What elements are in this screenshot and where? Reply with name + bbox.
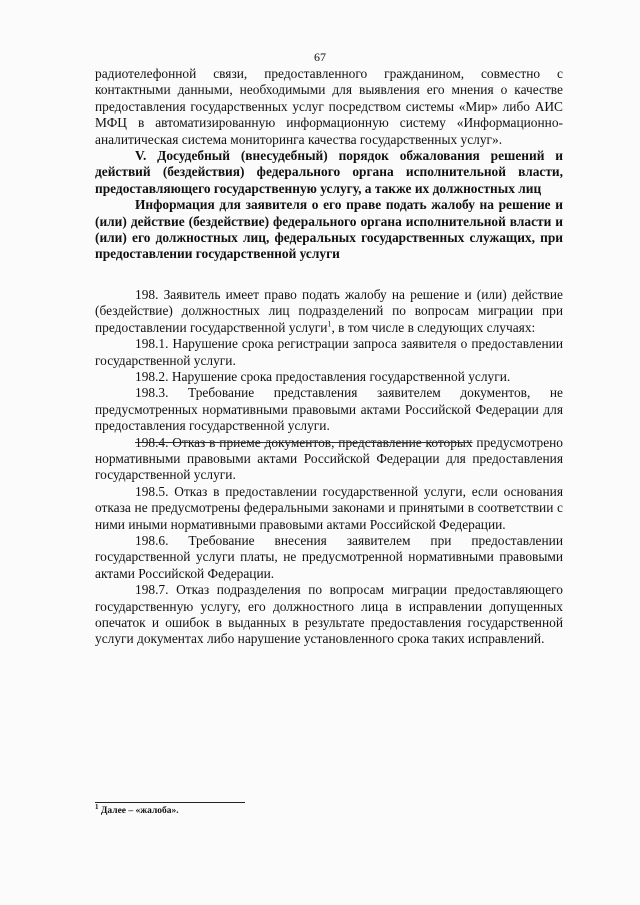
struck-text: 198.4. Отказ в приеме документов, представление которых — [135, 434, 473, 450]
paragraph-198-7: 198.7. Отказ подразделения по вопросам миграции предоставляющего государственную услугу, его должностного лица в исправлении допущенных опечаток и ошибок в выданных в результате предоставления государственной услуги документах либо нарушение установленного срока таких исправлений. — [95, 582, 563, 647]
paragraph-198-3: 198.3. Требование представления заявителем документов, не предусмотренных нормативными правовыми актами Российской Федерации для предоставления государственной услуги. — [95, 385, 563, 434]
footnote-text: Далее – «жалоба». — [98, 806, 179, 816]
paragraph-198-5: 198.5. Отказ в предоставлении государственной услуги, если основания отказа не предусмотрены федеральными законами и принятыми в соответствии с ними иными нормативными правовыми актами Российской Федерации. — [95, 483, 563, 532]
footnote — [95, 802, 179, 816]
intro-paragraph: радиотелефонной связи, предоставленного гражданином, совместно с контактными данными, необходимыми для выявления его мнения о качестве предоставления государственных услуг посредством системы «Мир» либо АИС МФЦ в автоматизированную информационную систему «Информационно-аналитическая система мониторинга качества государственных услуг». — [95, 66, 563, 147]
page-number: 67 — [314, 50, 326, 64]
subsection-title: Информация для заявителя о его праве подать жалобу на решение и (или) действие (бездействие) федерального органа исполнительной власти и (или) его должностных лиц, федеральных государственных служащих, при предоставлении государственной услуги — [95, 197, 563, 262]
page-content — [95, 66, 563, 648]
footnote-divider — [95, 802, 245, 803]
paragraph-198-1: 198.1. Нарушение срока регистрации запроса заявителя о предоставлении государственной услуги. — [95, 336, 563, 368]
footnote-reference: 1 — [327, 319, 332, 329]
spacer — [95, 263, 563, 287]
footnote-mark: 1 — [95, 802, 99, 811]
paragraph-198-4-rest: предусмотрено нормативными правовыми актами Российской Федерации для предоставления государственной услуги. — [95, 434, 563, 483]
paragraph-198 — [95, 287, 563, 336]
paragraph-198-text-end: , в том числе в следующих случаях: — [331, 319, 536, 335]
paragraph-198-6: 198.6. Требование внесения заявителем при предоставлении государственной услуги платы, не предусмотренной нормативными правовыми актами Российской Федерации. — [95, 532, 563, 581]
paragraph-198-4 — [95, 435, 563, 484]
paragraph-198-text: 198. Заявитель имеет право подать жалобу на решение и (или) действие (бездействие) должностных лиц подразделений по вопросам миграции при предоставлении государственной услуги — [95, 286, 563, 335]
paragraph-198-2: 198.2. Нарушение срока предоставления государственной услуги. — [135, 368, 511, 384]
section-title: V. Досудебный (внесудебный) порядок обжалования решений и действий (бездействия) федерального органа исполнительной власти, предоставляющего государственную услугу, а также их должностных лиц — [95, 148, 563, 196]
